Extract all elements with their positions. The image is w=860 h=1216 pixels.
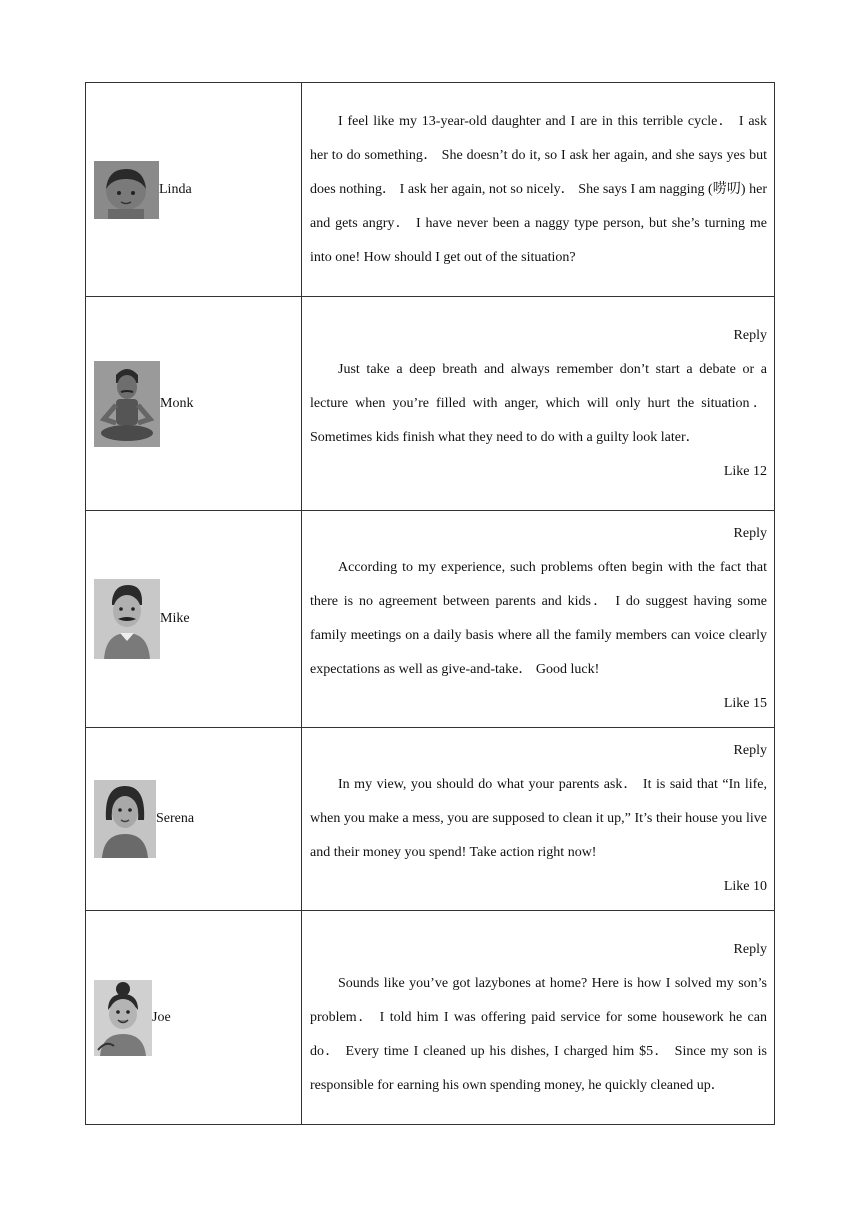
post-row [86, 911, 775, 1125]
user-cell [86, 83, 302, 297]
post-text: Sounds like you’ve got lazybones at home? Here is how I solved my son’s problem． I told him I was offering paid service for some housework he can do． Every time I cleaned up his dishes, I charged him $5． Since my son is responsible for earning his own spending money, he quickly cleaned up． [310, 975, 767, 1093]
reply-link[interactable]: Reply [733, 743, 767, 758]
reply-link[interactable]: Reply [733, 526, 767, 541]
post-cell [302, 728, 775, 911]
post-cell [302, 297, 775, 511]
post-cell [302, 911, 775, 1125]
user-name[interactable]: Monk [160, 395, 194, 411]
user-cell [86, 728, 302, 911]
like-count[interactable]: Like 15 [723, 696, 767, 711]
mustache-man-avatar-icon [94, 579, 160, 659]
post-text: I feel like my 13-year-old daughter and I are in this terrible cycle． I ask her to do something． She doesn’t do it, so I ask her again, and she says yes but does nothing． I ask her again, not so nicely． She says I am nagging (唠叨) her and gets angry． I have never been a naggy type person, but she’s turning me into one! How should I get out of the situation? [310, 113, 767, 265]
girl-avatar-icon [94, 161, 159, 219]
post-text: Just take a deep breath and always remember don’t start a debate or a lecture when you’re filled with anger, which will only hurt the situation． Sometimes kids finish what they need to do with a guilty look later． [310, 361, 767, 445]
post-cell [302, 511, 775, 728]
user-name[interactable]: Joe [152, 1009, 171, 1025]
post-row [86, 297, 775, 511]
user-cell [86, 511, 302, 728]
user-name[interactable]: Linda [159, 181, 192, 197]
user-name[interactable]: Serena [156, 811, 195, 826]
post-cell [302, 83, 775, 297]
post-row [86, 83, 775, 297]
bun-hair-woman-avatar-icon [94, 980, 152, 1056]
post-row [86, 728, 775, 911]
user-cell [86, 911, 302, 1125]
meditating-man-avatar-icon [94, 361, 160, 447]
like-count[interactable]: Like 12 [723, 463, 767, 479]
reply-link[interactable]: Reply [733, 941, 767, 957]
user-name[interactable]: Mike [160, 611, 190, 626]
post-text: According to my experience, such problems often begin with the fact that there is no agreement between parents and kids． I do suggest having some family meetings on a daily basis where all the family members can voice clearly expectations as well as give-and-take． Good luck! [310, 560, 767, 677]
post-text: In my view, you should do what your parents ask． It is said that “In life, when you make a mess, you are supposed to clean it up,” It’s their house you live and their money you spend! Take action right now! [310, 777, 767, 860]
reply-link[interactable]: Reply [733, 327, 767, 343]
post-row [86, 511, 775, 728]
like-count[interactable]: Like 10 [723, 879, 767, 894]
woman-avatar-icon [94, 780, 156, 858]
forum-table [85, 82, 775, 1125]
user-cell [86, 297, 302, 511]
